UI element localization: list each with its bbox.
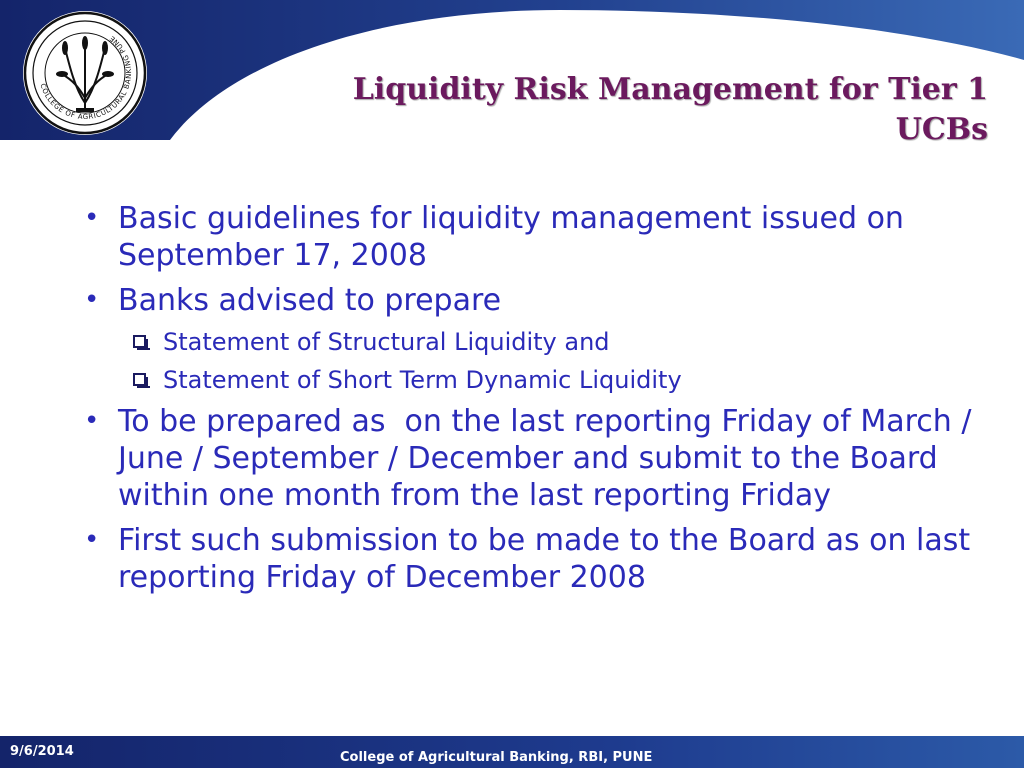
bullet-text: Basic guidelines for liquidity management issued on September 17, 2008: [118, 201, 904, 273]
footer-institution: College of Agricultural Banking, RBI, PUNE: [340, 750, 653, 765]
checkbox-square-icon: [133, 335, 146, 348]
sub-bullet-text: Statement of Structural Liquidity and: [163, 328, 610, 356]
footer-bar: [0, 736, 1024, 768]
bullet-dot-icon: •: [84, 525, 100, 555]
sub-bullet-text: Statement of Short Term Dynamic Liquidity: [163, 366, 682, 394]
bullet-item: [80, 200, 990, 274]
sub-bullet-item: [80, 365, 990, 395]
bullet-list: [80, 200, 990, 604]
slide-title-line-1: Liquidity Risk Management for Tier 1: [352, 72, 988, 107]
bullet-dot-icon: •: [84, 406, 100, 436]
slide-title-line-2: UCBs: [895, 112, 988, 147]
bullet-item: [80, 522, 990, 596]
footer-date: 9/6/2014: [10, 744, 74, 759]
bullet-text: To be prepared as on the last reporting Friday of March / June / September / December and submit to the Board within one month from the last reporting Friday: [118, 404, 981, 513]
bullet-dot-icon: •: [84, 203, 100, 233]
bullet-dot-icon: •: [84, 285, 100, 315]
logo-ring-text: COLLEGE OF AGRICULTURAL BANKING PUNE: [38, 33, 134, 122]
bullet-item: [80, 403, 990, 514]
bullet-item: [80, 282, 990, 319]
sub-bullet-item: [80, 327, 990, 357]
college-logo-emblem: [20, 8, 150, 138]
bullet-text: Banks advised to prepare: [118, 283, 502, 318]
slide-title: [288, 70, 988, 150]
bullet-text: First such submission to be made to the Board as on last reporting Friday of December 2008: [118, 523, 971, 595]
checkbox-square-icon: [133, 373, 146, 386]
